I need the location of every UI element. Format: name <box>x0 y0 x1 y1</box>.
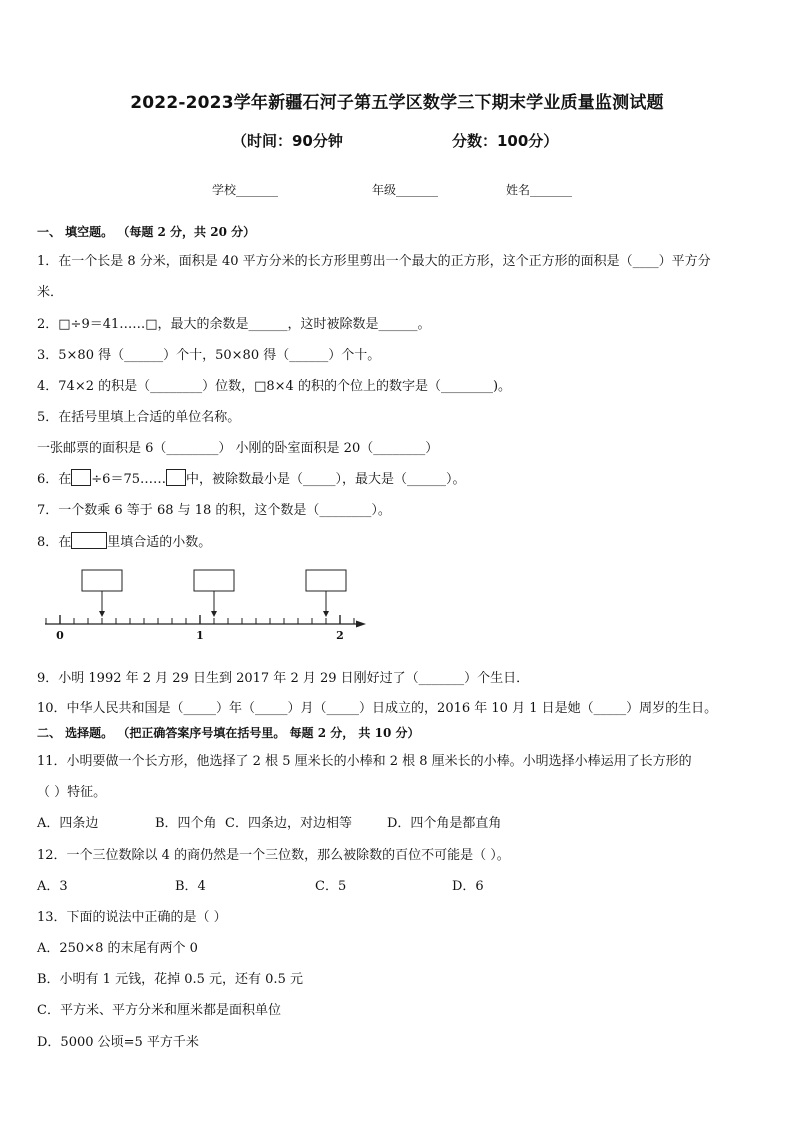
answer-box[interactable] <box>166 469 186 486</box>
section-heading: 一、 填空题。 （每题 2 分，共 20 分） <box>37 225 256 239</box>
q6-middle: ÷6＝75…… <box>91 472 166 487</box>
answer-box[interactable] <box>71 532 107 549</box>
answer-box[interactable] <box>194 570 234 591</box>
option-c[interactable]: C．四条边，对边相等 <box>225 816 352 831</box>
option-c[interactable]: C．平方米、平方分米和厘米都是面积单位 <box>37 1003 281 1018</box>
grade-field: 年级_______ <box>372 183 439 197</box>
pointer-arrow-head <box>99 611 105 617</box>
name-field: 姓名_______ <box>506 183 573 197</box>
axis-arrow <box>356 621 366 628</box>
option-d[interactable]: D．6 <box>452 879 484 894</box>
tick-label: 1 <box>196 629 204 642</box>
answer-box[interactable] <box>82 570 122 591</box>
option-d[interactable]: D．四个角是都直角 <box>387 816 502 831</box>
section-heading: 二、 选择题。 （把正确答案序号填在括号里。 每题 2 分， 共 10 分） <box>37 726 420 740</box>
q6-suffix: 中，被除数最小是（_____），最大是（______）。 <box>186 472 466 487</box>
option-b[interactable]: B．四个角 <box>155 816 217 831</box>
question-11-cont: （ ）特征。 <box>37 785 107 800</box>
question-8 <box>37 531 211 550</box>
q6-prefix: 6．在 <box>37 472 72 487</box>
option-c[interactable]: C．5 <box>315 879 347 894</box>
pointer-arrow-head <box>211 611 217 617</box>
option-a[interactable]: A．四条边 <box>37 816 99 831</box>
question-7: 7．一个数乘 6 等于 68 与 18 的积，这个数是（________）。 <box>37 503 391 518</box>
question-5-items: 一张邮票的面积是 6（________） 小刚的卧室面积是 20（________） <box>37 441 439 456</box>
number-line <box>0 560 794 650</box>
question-4: 4．74×2 的积是（________）位数，□8×4 的积的个位上的数字是（________)。 <box>37 379 512 394</box>
option-a[interactable]: A．3 <box>37 879 68 894</box>
question-5: 5．在括号里填上合适的单位名称。 <box>37 410 241 425</box>
exam-time: （时间：90分钟 <box>232 132 343 150</box>
option-b[interactable]: B．小明有 1 元钱，花掉 0.5 元，还有 0.5 元 <box>37 972 303 987</box>
question-2: 2．□÷9＝41……□，最大的余数是______，这时被除数是______。 <box>37 317 431 332</box>
tick-label: 0 <box>56 629 64 642</box>
answer-box[interactable] <box>71 469 91 486</box>
question-1: 1．在一个长是 8 分米，面积是 40 平方分米的长方形里剪出一个最大的正方形，这个正方形的面积是（____）平方分 <box>37 254 711 269</box>
question-11: 11．小明要做一个长方形，他选择了 2 根 5 厘米长的小棒和 2 根 8 厘米长的小棒。小明选择小棒运用了长方形的 <box>37 754 692 769</box>
option-a[interactable]: A．250×8 的末尾有两个 0 <box>37 941 198 956</box>
q8-prefix: 8．在 <box>37 535 72 550</box>
question-1-cont: 米． <box>37 285 64 300</box>
q8-suffix: 里填合适的小数。 <box>107 535 212 550</box>
option-b[interactable]: B．4 <box>175 879 206 894</box>
option-d[interactable]: D．5000 公顷=5 平方千米 <box>37 1035 199 1050</box>
question-6 <box>37 468 466 487</box>
question-12: 12．一个三位数除以 4 的商仍然是一个三位数，那么被除数的百位不可能是（ ）。 <box>37 848 510 863</box>
school-field: 学校_______ <box>212 183 279 197</box>
question-10: 10．中华人民共和国是（_____）年（_____）月（_____）日成立的，2016 年 10 月 1 日是她（_____）周岁的生日。 <box>37 701 718 716</box>
page-title: 2022-2023学年新疆石河子第五学区数学三下期末学业质量监测试题 <box>130 93 664 113</box>
question-3: 3．5×80 得（______）个十，50×80 得（______）个十。 <box>37 348 381 363</box>
question-13: 13．下面的说法中正确的是（ ） <box>37 910 227 925</box>
exam-score: 分数：100分） <box>452 132 559 150</box>
question-9: 9．小明 1992 年 2 月 29 日生到 2017 年 2 月 29 日刚好过了（_______）个生日． <box>37 671 530 686</box>
pointer-arrow-head <box>323 611 329 617</box>
tick-label: 2 <box>336 629 344 642</box>
answer-box[interactable] <box>306 570 346 591</box>
